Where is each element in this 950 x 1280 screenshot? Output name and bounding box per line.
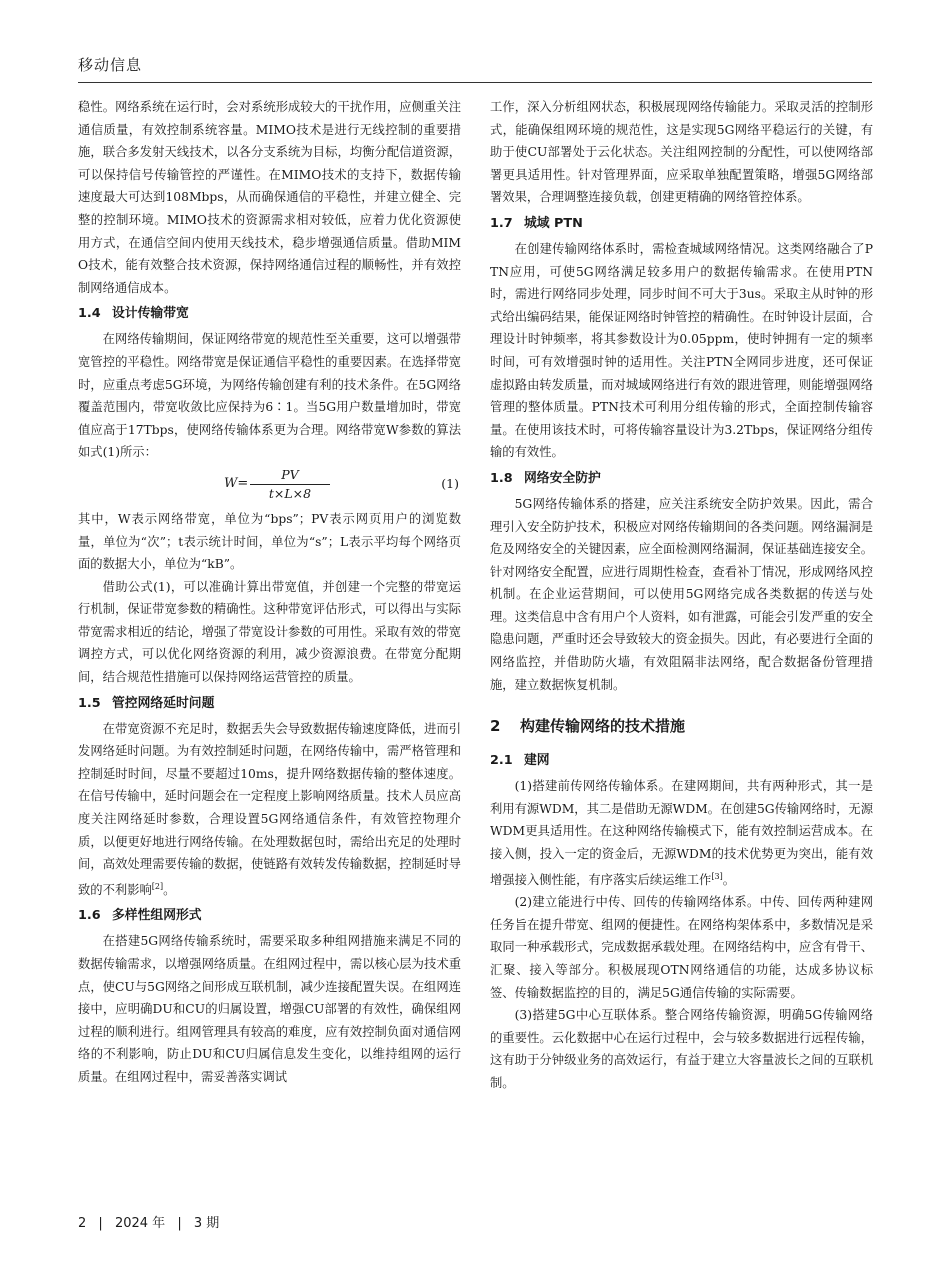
section-number: 1.7 [490,215,513,231]
section-title: 城域 PTN [524,215,583,231]
paragraph: 5G网络传输体系的搭建，应关注系统安全防护效果。因此，需合理引入安全防护技术，积极应对网络传输期间的各类问题。网络漏洞是危及网络安全的关键因素，应全面检测网络漏洞，保证基础连接安全。针对网络安全配置，应进行周期性检查，查看补丁情况，形成网络风控机制。在企业运营期间，可以使用5G网络完成各类数据的传送与处理。这类信息中含有用户个人资料，如有泄露，可能会引发严重的安全隐患问题，严重时还会导致较大的资金损失。因此，有必要进行全面的网络监控，并借助防火墙，有效阻隔非法网络，配合数据备份管理措施，建立数据恢复机制。 [490,496,873,692]
section-title: 多样性组网形式 [112,908,202,924]
equation-denominator: t×L×8 [268,485,312,501]
paragraph: 其中，W表示网络带宽，单位为“bps”；PV表示网页用户的浏览数量，单位为“次”；t表示统计时间，单位为“s”；L表示平均每个网络页面的数据大小，单位为“kB”。 [78,511,461,572]
equation-fraction [250,466,330,503]
paragraph [490,775,873,891]
footer-separator: | [98,1216,103,1231]
citation-ref: [2] [151,881,164,891]
equation-lhs: W= [224,475,249,491]
footer-separator: | [177,1216,182,1231]
section-heading-1-8 [490,468,873,490]
paragraph: 借助公式(1)，可以准确计算出带宽值，并创建一个完整的带宽运行机制，保证带宽参数的精确性。这种带宽评估形式，可以得出与实际带宽需求相近的结论，增强了带宽设计参数的可用性。采取有效的带宽调控方式，可以优化网络资源的利用，减少资源浪费。在带宽分配期间，结合规范性措施可以保持网络运营管控的质量。 [78,579,461,685]
paragraph: 在创建传输网络体系时，需检查城域网络情况。这类网络融合了PTN应用，可使5G网络满足较多用户的数据传输需求。在使用PTN时，需进行网络同步处理，同步时间不可大于3us。采取主从时钟的形式给出编码结果，能保证网络时钟管控的精确性。在时钟设计层面，合理设计时钟频率，将其参数设计为0.05ppm，使时钟拥有一定的频率时间，可有效增强时钟的适用性。关注PTN全网同步进度，还可保证虚拟路由转发质量，而对城域网络进行有效的跟进管理，则能增强网络管理的整体质量。PTN技术可利用分组传输的形式，全面控制传输容量。在使用该技术时，可将传输容量设计为3.2Tbps，保证网络分组传输的有效性。 [490,241,873,460]
section-title: 设计传输带宽 [112,306,189,322]
section-number: 1.6 [78,908,101,924]
paragraph-end: 。 [163,882,176,897]
paragraph [78,718,461,902]
section-title: 管控网络延时问题 [112,695,215,711]
paragraph-text: 在带宽资源不充足时，数据丢失会导致数据传输速度降低，进而引发网络延时问题。为有效控制延时问题，在网络传输中，需严格管理和控制延时时间，尽量不要超过10ms，提升网络数据传输的整体速度。在信号传输中，延时问题会在一定程度上影响网络质量。技术人员应高度关注网络延时参数，合理设置5G网络通信条件，有效管控物理介质，以便更好地进行网络传输。在处理数据包时，需给出充足的处理时间，高效处理需要传输的数据，使链路有效转发传输数据，控制延时导致的不利影响 [78,721,461,897]
right-column [490,96,873,1095]
section-number: 1.5 [78,695,101,711]
section-heading-2 [490,714,873,738]
equation-number: (1) [441,475,459,491]
paragraph: 在搭建5G网络传输系统时，需要采取多种组网措施来满足不同的数据传输需求，以增强网络质量。在组网过程中，需以核心层为技术重点，使CU与5G网络之间形成互联机制，减少连接配置失误。在组网连接中，应明确DU和CU的归属设置，增强CU部署的有效性，确保组网过程的顺利进行。组网管理具有较高的难度，应有效控制负面对通信网络的不利影响，防止DU和CU归属信息发生变化，以维持组网的运行质量。在组网过程中，需妥善落实调试 [78,934,461,1084]
section-number: 2.1 [490,753,513,769]
section-heading-1-4 [78,303,461,325]
section-heading-1-7 [490,213,873,235]
page-footer [78,1212,227,1231]
footer-issue: 3 期 [193,1216,220,1231]
journal-title: 移动信息 [78,56,143,74]
section-title: 建网 [524,753,550,769]
page-number: 2 [78,1216,87,1231]
citation-ref: [3] [711,871,723,881]
equation-numerator: PV [250,466,330,485]
footer-year: 2024 年 [114,1216,166,1231]
paragraph-intro: 稳性。网络系统在运行时，会对系统形成较大的干扰作用，应侧重关注通信质量，有效控制系统容量。MIMO技术是进行无线控制的重要措施，联合多发射天线技术，以各分支系统为目标，均衡分配信道资源，可以保持信号传输管控的严谨性。在MIMO技术的支持下，数据传输速度最大可达到108Mbps，从而确保通信的平稳性，并建立健全、完整的控制环境。MIMO技术的资源需求相对较低，应着力优化资源使用方式，在通信空间内使用天线技术，稳步增强通信质量。借助MIMO技术，能有效整合技术资源，保持网络通信过程的顺畅性，并有效控制网络通信成本。 [78,100,461,295]
paragraph: (3)搭建5G中心互联体系。整合网络传输资源，明确5G传输网络的重要性。云化数据中心在运行过程中，会与较多数据进行远程传输，这有助于分钟级业务的高效运行，有益于建立大容量波长之间的互联机制。 [490,1008,873,1090]
section-number: 1.8 [490,470,513,486]
paragraph-end: 。 [722,872,736,887]
paragraph-continued: 工作，深入分析组网状态，积极展现网络传输能力。采取灵活的控制形式，能确保组网环境的规范性，这是实现5G网络平稳运行的关键，有助于使CU部署处于云化状态。关注组网控制的分配性，可以使网络部署更具适用性。针对管理界面，应采取单独配置策略，增强5G网络部署效果，合理调整连接负载，创建更精确的网络管控体系。 [490,100,873,205]
left-column [78,96,461,1089]
equation-bandwidth [78,466,461,506]
section-number: 1.4 [78,306,101,322]
paragraph: 在网络传输期间，保证网络带宽的规范性至关重要，这可以增强带宽管控的平稳性。网络带宽是保证通信平稳性的重要因素。在选择带宽时，应重点考虑5G环境，为网络传输创建有利的技术条件。在5G网络覆盖范围内，带宽收敛比应保持为6∶1。当5G用户数量增加时，带宽值应高于17Tbps，使网络传输体系更为合理。网络带宽W参数的算法如式(1)所示： [78,332,461,460]
section-title: 构建传输网络的技术措施 [520,717,686,736]
paragraph: (2)建立能进行中传、回传的传输网络体系。中传、回传两种建网任务旨在提升带宽、组网的便捷性。在网络构架体系中，多数情况是采取同一种承载形式，完成数据承载处理。在网络结构中，应含有骨干、汇聚、接入等部分。积极展现OTN网络通信的功能，达成多协议标签、传输数据监控的目的，满足5G通信传输的实际需要。 [490,895,873,1000]
header-divider [78,82,872,83]
paragraph-text: (1)搭建前传网络传输体系。在建网期间，共有两种形式，其一是利用有源WDM，其二是借助无源WDM。在创建5G传输网络时，无源WDM更具适用性。在这种网络传输模式下，能有效控制运营成本。在接入侧，投入一定的资金后，无源WDM的技术优势更为突出，能有效增强接入侧性能，有序落实后续运维工作 [490,779,873,887]
section-heading-2-1 [490,750,873,772]
section-heading-1-5 [78,693,461,715]
section-number: 2 [490,717,501,736]
section-heading-1-6 [78,905,461,927]
section-title: 网络安全防护 [524,470,601,486]
